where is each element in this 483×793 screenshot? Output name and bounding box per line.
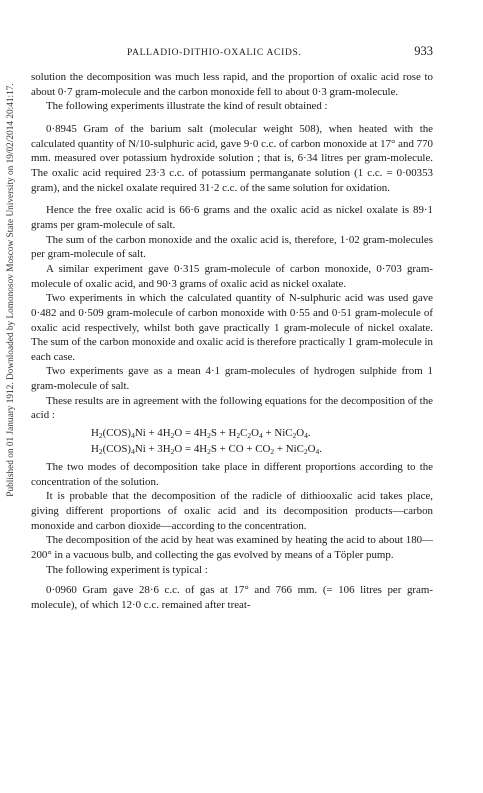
running-title: PALLADIO-DITHIO-OXALIC ACIDS. [127, 48, 302, 58]
paragraph: A similar experiment gave 0·315 gram-molecule of carbon monoxide, 0·703 gram-molecule of oxalic acid, and 90·3 grams of oxalic acid as nickel oxalate. [31, 262, 433, 290]
paragraph: Two experiments in which the calculated quantity of N-sulphuric acid was used gave 0·482 and 0·509 gram-molecule of carbon monoxide with 0·55 and 0·51 gram-molecule of oxalic acid respectively, whilst both gave practically 1 gram-molecule of nickel oxalate. The sum of the carbon monoxide and oxalic acid is therefore practically 1 gram-molecule in each case. [31, 292, 433, 363]
download-watermark [1, 10, 21, 570]
article-body [31, 70, 433, 613]
paragraph: The following experiment is typical : [46, 563, 208, 576]
paragraph: Hence the free oxalic acid is 66·6 grams and the oxalic acid as nickel oxalate is 89·1 grams per gram-molecule of salt. [31, 204, 433, 231]
paragraph: The decomposition of the acid by heat was examined by heating the acid to about 180—200° in a vacuous bulb, and collecting the gas evolved by means of a Töpler pump. [31, 534, 433, 562]
equation-2: $H_2(COS)_4Ni + 3H_2O = 4H_2S$ + CO + $CO_2 + NiC_2O_4$. [91, 442, 322, 456]
journal-page [31, 44, 433, 613]
paragraph: These results are in agreement with the following equations for the decomposition of the acid : [31, 394, 433, 422]
watermark-text: Published on 01 January 1912. Downloaded by Lomonosov Moscow State University on 19/02/2014 20:41:17. [6, 83, 16, 497]
equation-1: $H_2(COS)_4Ni + 4H_2O = 4H_2S + H_2C_2O_4 + NiC_2O_4$. [91, 427, 311, 441]
paragraph: It is probable that the decomposition of the radicle of dithiooxalic acid takes place, giving different proportions of oxalic acid and its decomposition products—carbon monoxide and carbon dioxide—according to the concentration. [31, 490, 433, 532]
paragraph: The following experiments illustrate the kind of result obtained : [46, 100, 328, 113]
paragraph: 0·0960 Gram gave 28·6 c.c. of gas at 17° and 766 mm. (= 106 litres per gram-molecule), of which 12·0 c.c. remained after treat- [31, 584, 433, 611]
page-header [31, 44, 433, 62]
paragraph: solution the decomposition was much less rapid, and the proportion of oxalic acid rose to about 0·7 gram-molecule and the carbon monoxide fell to about 0·3 gram-molecule. [31, 71, 433, 98]
paragraph: 0·8945 Gram of the barium salt (molecular weight 508), when heated with the calculated quantity of N/10-sulphuric acid, gave 9·0 c.c. of carbon monoxide at 17° and 770 mm. measured over potassium hydroxide solution ; that is, 6·34 litres per gram-molecule. The oxalic acid required 23·3 c.c. of potassium permanganate solution (1 c.c. = 0·00353 gram), and the nickel oxalate required 31·2 c.c. of the same solution for oxidation. [31, 122, 433, 194]
page-number: 933 [414, 44, 433, 58]
paragraph: Two experiments gave as a mean 4·1 gram-molecules of hydrogen sulphide from 1 gram-molecule of salt. [31, 365, 433, 393]
equation-block [31, 426, 433, 457]
paragraph: The sum of the carbon monoxide and the oxalic acid is, therefore, 1·02 gram-molecules per gram-molecule of salt. [31, 233, 433, 261]
paragraph: The two modes of decomposition take place in different proportions according to the concentration of the solution. [31, 461, 433, 488]
